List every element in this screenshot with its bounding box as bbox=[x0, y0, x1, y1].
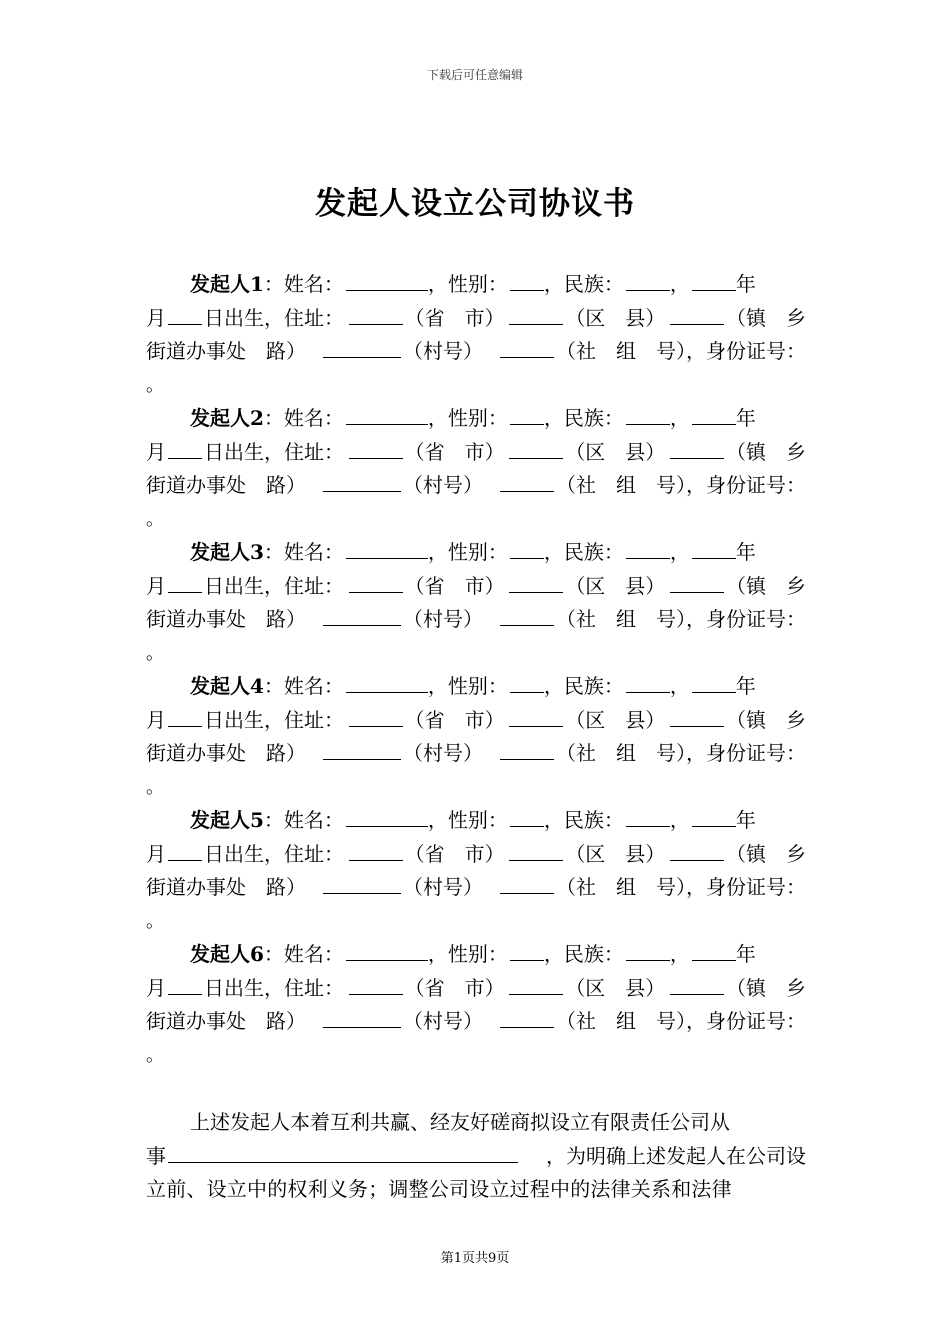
field-label: （区 县） bbox=[565, 707, 666, 732]
name-blank[interactable] bbox=[346, 804, 428, 827]
founder-line-3 bbox=[146, 737, 806, 771]
year-blank[interactable] bbox=[692, 536, 736, 559]
year-blank[interactable] bbox=[692, 938, 736, 961]
paragraph-text: 事 bbox=[146, 1143, 166, 1168]
field-label: （社 组 号），身份证号： bbox=[556, 875, 806, 899]
founder-block bbox=[146, 804, 806, 938]
town-blank[interactable] bbox=[670, 436, 724, 459]
gender-blank[interactable] bbox=[510, 402, 544, 425]
field-label: ，性别： bbox=[427, 540, 508, 564]
village-blank[interactable] bbox=[323, 603, 401, 626]
founder-label: 发起人1 bbox=[190, 272, 264, 296]
field-label: （村号） bbox=[403, 875, 483, 899]
village-blank[interactable] bbox=[323, 335, 401, 358]
purpose-paragraph bbox=[146, 1106, 806, 1207]
field-label: （社 组 号），身份证号： bbox=[556, 1009, 806, 1033]
ethnicity-blank[interactable] bbox=[626, 536, 670, 559]
founder-block bbox=[146, 670, 806, 804]
founder-line-2 bbox=[146, 972, 806, 1006]
town-blank[interactable] bbox=[670, 570, 724, 593]
field-label: ，性别： bbox=[427, 674, 508, 698]
page-footer: 第1页共9页 bbox=[440, 1251, 510, 1266]
field-label: 日出生，住址： bbox=[204, 439, 344, 464]
field-label: （省 市） bbox=[404, 439, 505, 464]
founder-line-2 bbox=[146, 302, 806, 336]
field-label: ，性别： bbox=[427, 406, 508, 430]
paragraph-line bbox=[146, 1106, 806, 1140]
gender-blank[interactable] bbox=[510, 536, 544, 559]
document-title: 发起人设立公司协议书 bbox=[315, 186, 635, 222]
field-label: 。 bbox=[146, 642, 164, 664]
paragraph-text: ，为明确上述发起人在公司设 bbox=[546, 1143, 806, 1168]
field-label: 月 bbox=[146, 707, 166, 732]
field-label: ，民族： bbox=[543, 272, 624, 296]
group-blank[interactable] bbox=[500, 335, 554, 358]
founder-label: 发起人3 bbox=[190, 540, 264, 564]
founder-label: 发起人4 bbox=[190, 674, 264, 698]
founder-line-1 bbox=[146, 268, 806, 302]
district-blank[interactable] bbox=[509, 704, 563, 727]
field-label: 街道办事处 路） bbox=[146, 1009, 306, 1033]
gender-blank[interactable] bbox=[510, 938, 544, 961]
field-label: 日出生，住址： bbox=[204, 573, 344, 598]
province-blank[interactable] bbox=[349, 436, 403, 459]
id-number-line[interactable] bbox=[146, 369, 806, 403]
field-label: 。 bbox=[146, 776, 164, 798]
province-blank[interactable] bbox=[349, 302, 403, 325]
gender-blank[interactable] bbox=[510, 268, 544, 291]
field-label: 街道办事处 路） bbox=[146, 875, 306, 899]
founder-line-1 bbox=[146, 804, 806, 838]
district-blank[interactable] bbox=[509, 436, 563, 459]
field-label: ，性别： bbox=[427, 942, 508, 966]
founder-line-1 bbox=[146, 938, 806, 972]
ethnicity-blank[interactable] bbox=[626, 804, 670, 827]
province-blank[interactable] bbox=[349, 838, 403, 861]
name-blank[interactable] bbox=[346, 938, 428, 961]
field-label: （区 县） bbox=[565, 305, 666, 330]
field-label: ， bbox=[669, 406, 690, 430]
group-blank[interactable] bbox=[500, 871, 554, 894]
founder-line-3 bbox=[146, 335, 806, 369]
district-blank[interactable] bbox=[509, 838, 563, 861]
founder-line-2 bbox=[146, 436, 806, 470]
town-blank[interactable] bbox=[670, 972, 724, 995]
field-label: ， bbox=[669, 540, 690, 564]
field-label: 年 bbox=[735, 674, 756, 698]
founder-line-3 bbox=[146, 603, 806, 637]
group-blank[interactable] bbox=[500, 1005, 554, 1028]
group-blank[interactable] bbox=[500, 469, 554, 492]
month-blank[interactable] bbox=[168, 302, 202, 325]
month-blank[interactable] bbox=[168, 972, 202, 995]
field-label: （区 县） bbox=[565, 841, 666, 866]
field-label: （镇 乡 bbox=[725, 707, 806, 732]
field-label: 街道办事处 路） bbox=[146, 339, 306, 363]
field-label: 年 bbox=[735, 808, 756, 832]
field-label: （区 县） bbox=[565, 573, 666, 598]
field-label: （镇 乡 bbox=[725, 841, 806, 866]
field-label: （区 县） bbox=[565, 439, 666, 464]
field-label: ，民族： bbox=[543, 406, 624, 430]
year-blank[interactable] bbox=[692, 402, 736, 425]
field-label: （社 组 号），身份证号： bbox=[556, 339, 806, 363]
founder-line-2 bbox=[146, 704, 806, 738]
field-label: 月 bbox=[146, 975, 166, 1000]
field-label: 街道办事处 路） bbox=[146, 741, 306, 765]
field-label: 日出生，住址： bbox=[204, 841, 344, 866]
field-label: 街道办事处 路） bbox=[146, 607, 306, 631]
field-label: （省 市） bbox=[404, 841, 505, 866]
paragraph-text: 上述发起人本着互利共赢、经友好磋商拟设立有限责任公司从 bbox=[190, 1110, 730, 1134]
province-blank[interactable] bbox=[349, 704, 403, 727]
ethnicity-blank[interactable] bbox=[626, 670, 670, 693]
field-label: 日出生，住址： bbox=[204, 975, 344, 1000]
field-label: （村号） bbox=[403, 607, 483, 631]
founder-line-1 bbox=[146, 670, 806, 704]
founder-label: 发起人2 bbox=[190, 406, 264, 430]
founder-line-2 bbox=[146, 570, 806, 604]
founder-line-2 bbox=[146, 838, 806, 872]
field-label: 日出生，住址： bbox=[204, 305, 344, 330]
field-label: ， bbox=[669, 674, 690, 698]
founder-block bbox=[146, 402, 806, 536]
field-label: 街道办事处 路） bbox=[146, 473, 306, 497]
village-blank[interactable] bbox=[323, 1005, 401, 1028]
district-blank[interactable] bbox=[509, 972, 563, 995]
founder-label: 发起人5 bbox=[190, 808, 264, 832]
month-blank[interactable] bbox=[168, 838, 202, 861]
field-label: 月 bbox=[146, 439, 166, 464]
field-label: ，民族： bbox=[543, 540, 624, 564]
founder-line-1 bbox=[146, 402, 806, 436]
field-label: 月 bbox=[146, 841, 166, 866]
province-blank[interactable] bbox=[349, 972, 403, 995]
field-label: （省 市） bbox=[404, 707, 505, 732]
founders-list bbox=[146, 268, 806, 1072]
field-label: ：姓名： bbox=[263, 942, 344, 966]
id-number-line[interactable] bbox=[146, 771, 806, 805]
village-blank[interactable] bbox=[323, 469, 401, 492]
founder-label: 发起人6 bbox=[190, 942, 264, 966]
id-number-line[interactable] bbox=[146, 1039, 806, 1073]
field-label: （村号） bbox=[403, 741, 483, 765]
field-label: ，民族： bbox=[543, 942, 624, 966]
id-number-line[interactable] bbox=[146, 637, 806, 671]
town-blank[interactable] bbox=[670, 302, 724, 325]
field-label: ：姓名： bbox=[263, 406, 344, 430]
field-label: 。 bbox=[146, 374, 164, 396]
field-label: ，民族： bbox=[543, 808, 624, 832]
business-scope-blank[interactable] bbox=[168, 1140, 518, 1163]
paragraph-line bbox=[146, 1140, 806, 1174]
field-label: （社 组 号），身份证号： bbox=[556, 741, 806, 765]
field-label: ，性别： bbox=[427, 808, 508, 832]
field-label: ， bbox=[669, 272, 690, 296]
field-label: ， bbox=[669, 942, 690, 966]
field-label: 年 bbox=[735, 272, 756, 296]
field-label: （镇 乡 bbox=[725, 439, 806, 464]
month-blank[interactable] bbox=[168, 436, 202, 459]
document-body bbox=[146, 268, 806, 1207]
field-label: ，民族： bbox=[543, 674, 624, 698]
field-label: （社 组 号），身份证号： bbox=[556, 607, 806, 631]
field-label: 年 bbox=[735, 942, 756, 966]
field-label: 日出生，住址： bbox=[204, 707, 344, 732]
field-label: ：姓名： bbox=[263, 272, 344, 296]
field-label: （省 市） bbox=[404, 975, 505, 1000]
field-label: ：姓名： bbox=[263, 674, 344, 698]
name-blank[interactable] bbox=[346, 268, 428, 291]
field-label: （村号） bbox=[403, 339, 483, 363]
ethnicity-blank[interactable] bbox=[626, 268, 670, 291]
field-label: （省 市） bbox=[404, 573, 505, 598]
field-label: 。 bbox=[146, 1044, 164, 1066]
name-blank[interactable] bbox=[346, 670, 428, 693]
paragraph-text: 立前、设立中的权利义务；调整公司设立过程中的法律关系和法律 bbox=[146, 1177, 732, 1201]
id-number-line[interactable] bbox=[146, 503, 806, 537]
name-blank[interactable] bbox=[346, 536, 428, 559]
village-blank[interactable] bbox=[323, 737, 401, 760]
field-label: ：姓名： bbox=[263, 540, 344, 564]
field-label: 月 bbox=[146, 305, 166, 330]
year-blank[interactable] bbox=[692, 804, 736, 827]
group-blank[interactable] bbox=[500, 737, 554, 760]
founder-line-3 bbox=[146, 469, 806, 503]
group-blank[interactable] bbox=[500, 603, 554, 626]
month-blank[interactable] bbox=[168, 570, 202, 593]
field-label: 年 bbox=[735, 406, 756, 430]
id-number-line[interactable] bbox=[146, 905, 806, 939]
field-label: 月 bbox=[146, 573, 166, 598]
field-label: （镇 乡 bbox=[725, 573, 806, 598]
field-label: （镇 乡 bbox=[725, 975, 806, 1000]
founder-block bbox=[146, 938, 806, 1072]
founder-line-1 bbox=[146, 536, 806, 570]
founder-line-3 bbox=[146, 1005, 806, 1039]
district-blank[interactable] bbox=[509, 570, 563, 593]
gender-blank[interactable] bbox=[510, 804, 544, 827]
town-blank[interactable] bbox=[670, 704, 724, 727]
year-blank[interactable] bbox=[692, 268, 736, 291]
field-label: （省 市） bbox=[404, 305, 505, 330]
field-label: 。 bbox=[146, 910, 164, 932]
paragraph-line bbox=[146, 1173, 806, 1207]
field-label: 年 bbox=[735, 540, 756, 564]
name-blank[interactable] bbox=[346, 402, 428, 425]
field-label: （村号） bbox=[403, 1009, 483, 1033]
field-label: （镇 乡 bbox=[725, 305, 806, 330]
village-blank[interactable] bbox=[323, 871, 401, 894]
field-label: 。 bbox=[146, 508, 164, 530]
ethnicity-blank[interactable] bbox=[626, 938, 670, 961]
district-blank[interactable] bbox=[509, 302, 563, 325]
town-blank[interactable] bbox=[670, 838, 724, 861]
year-blank[interactable] bbox=[692, 670, 736, 693]
field-label: （社 组 号），身份证号： bbox=[556, 473, 806, 497]
ethnicity-blank[interactable] bbox=[626, 402, 670, 425]
month-blank[interactable] bbox=[168, 704, 202, 727]
founder-line-3 bbox=[146, 871, 806, 905]
gender-blank[interactable] bbox=[510, 670, 544, 693]
founder-block bbox=[146, 536, 806, 670]
field-label: （村号） bbox=[403, 473, 483, 497]
page-header: 下载后可任意编辑 bbox=[426, 68, 523, 82]
province-blank[interactable] bbox=[349, 570, 403, 593]
field-label: ：姓名： bbox=[263, 808, 344, 832]
field-label: （区 县） bbox=[565, 975, 666, 1000]
field-label: ， bbox=[669, 808, 690, 832]
founder-block bbox=[146, 268, 806, 402]
field-label: ，性别： bbox=[427, 272, 508, 296]
